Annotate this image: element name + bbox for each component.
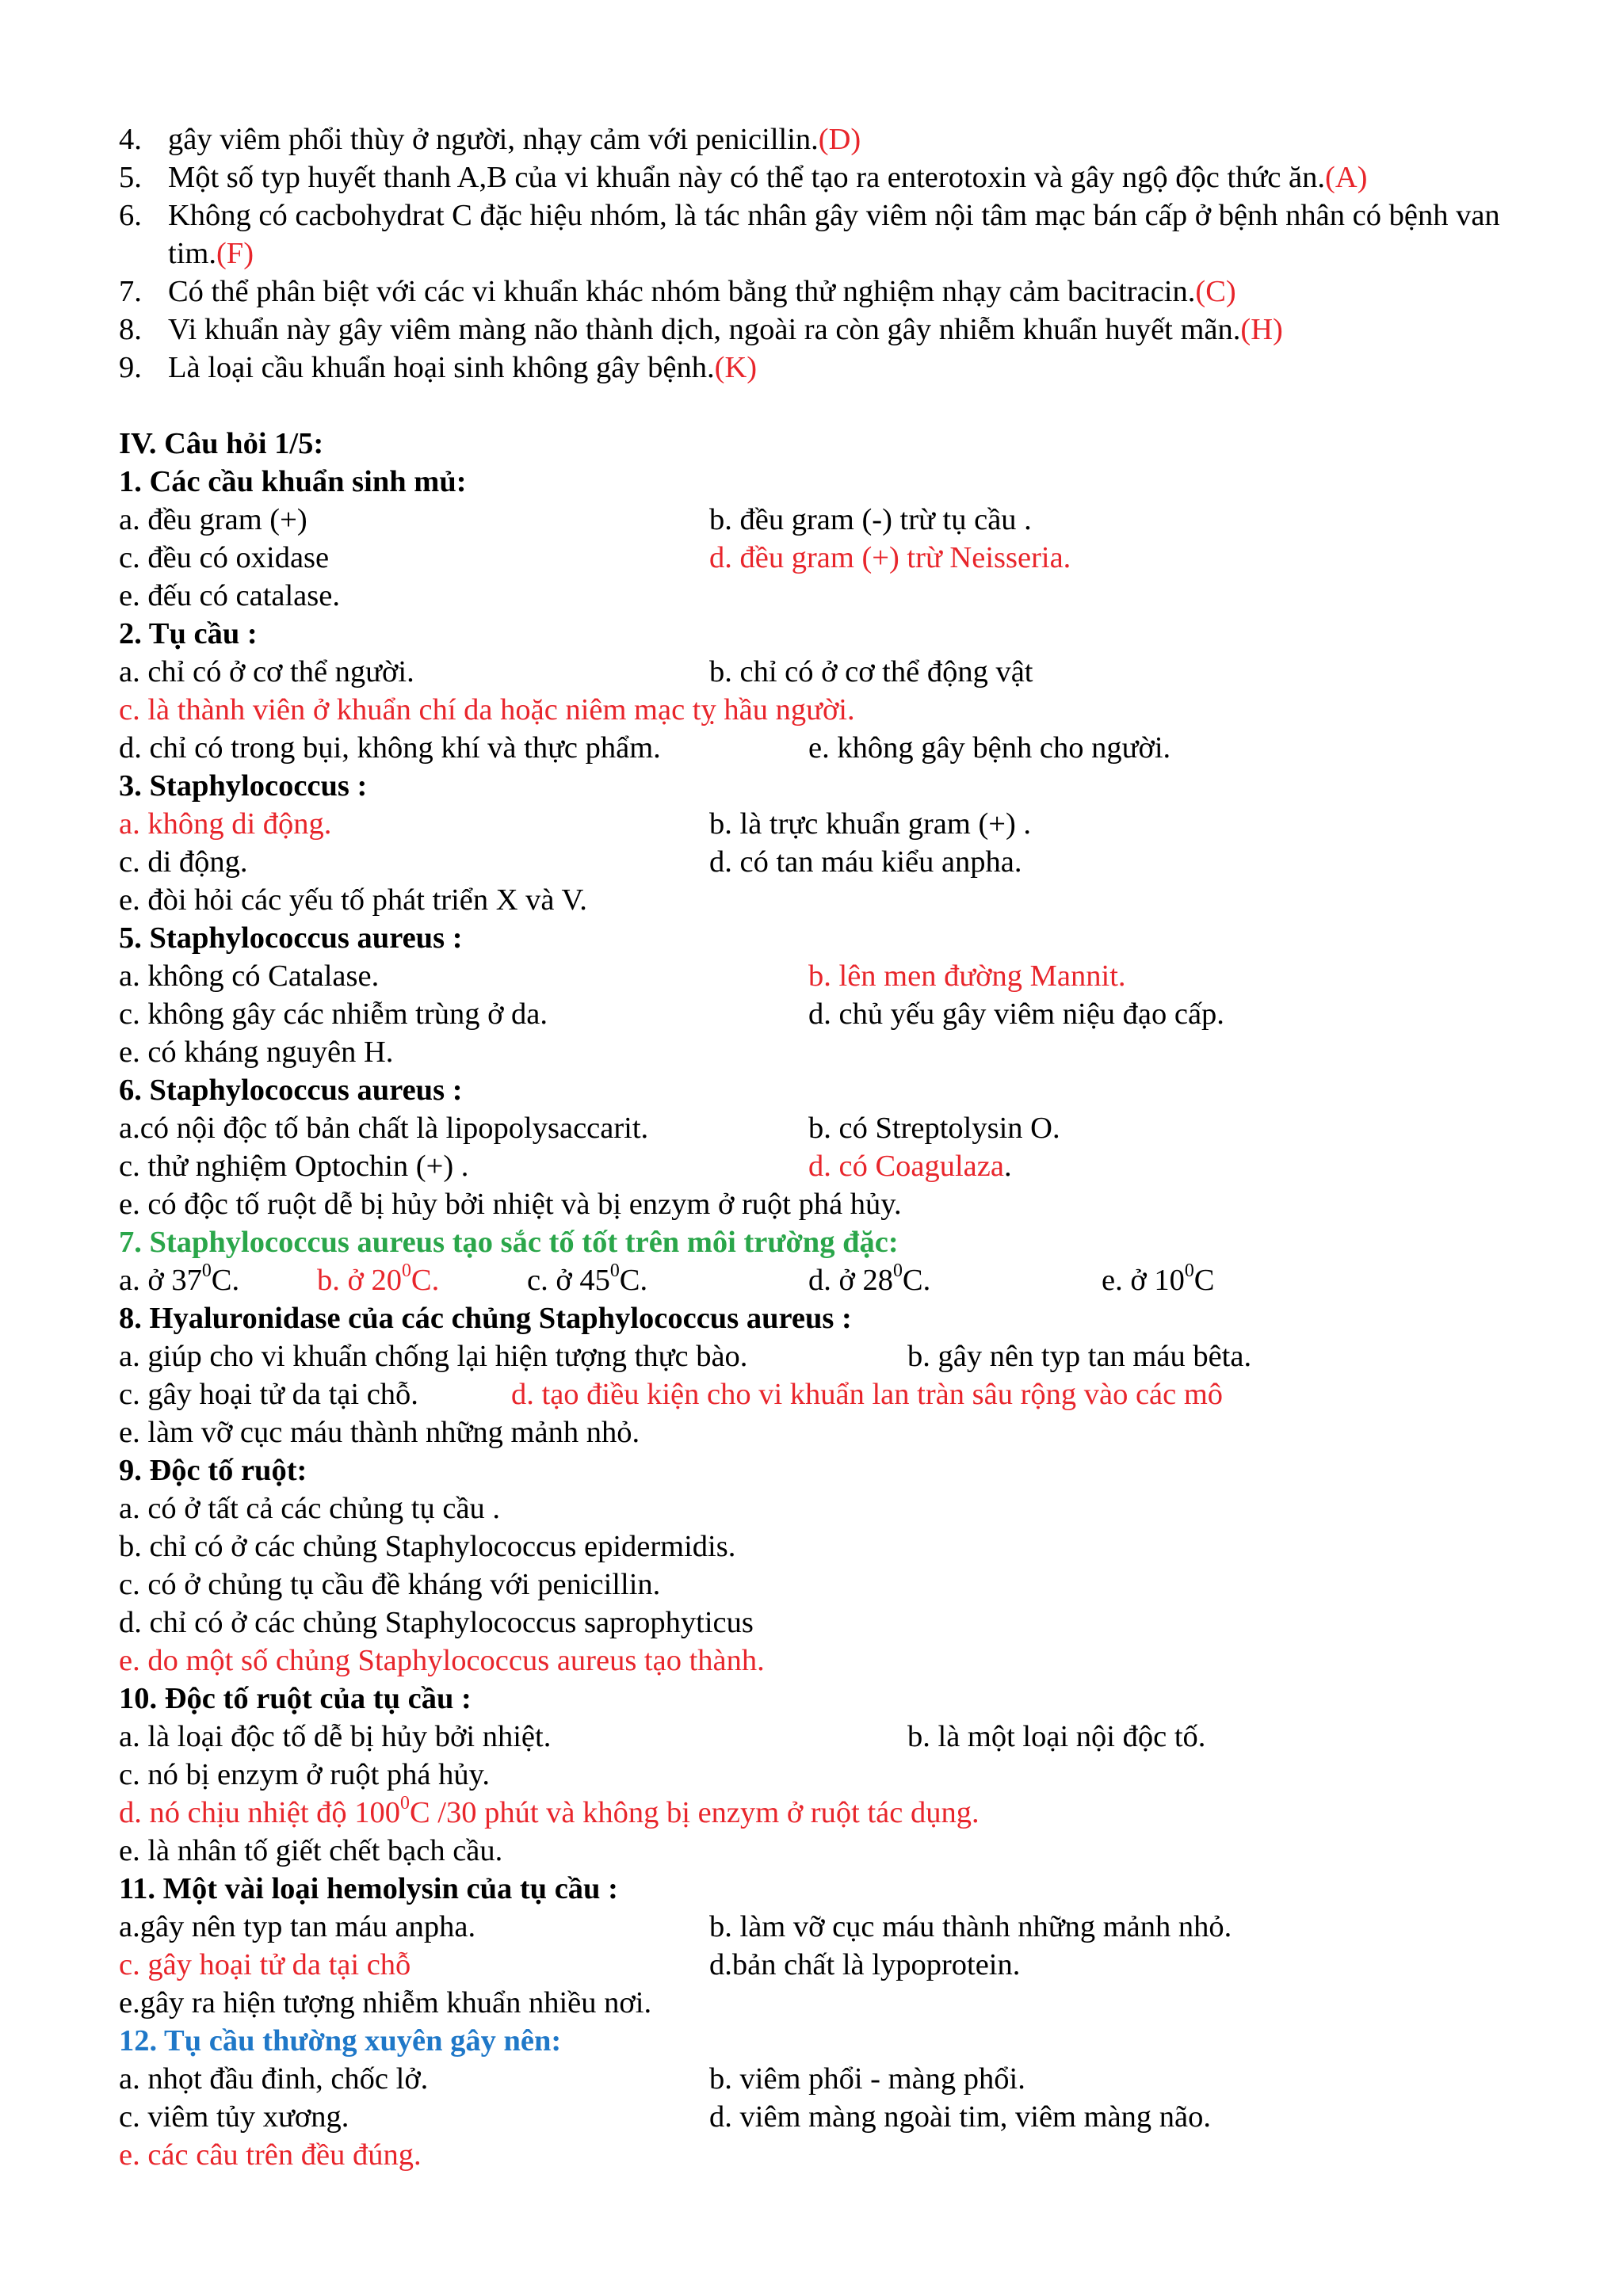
option-c: c. là thành viên ở khuẩn chí da hoặc niêm mạc tỵ hầu người.	[119, 693, 855, 727]
option-d	[808, 1261, 930, 1303]
option-d-text: d. nó chịu nhiệt độ 100	[119, 1796, 401, 1829]
option-c: c. di động.	[119, 845, 248, 879]
item-number: 7.	[119, 275, 142, 308]
option-d: d. chỉ có trong bụi, không khí và thực phẩm.	[119, 731, 661, 765]
option-b: b. đều gram (-) trừ tụ cầu .	[709, 503, 1032, 536]
option-c: c. không gây các nhiễm trùng ở da.	[119, 997, 548, 1031]
answer-row	[119, 1718, 1514, 1756]
item-answer: (C)	[1195, 275, 1236, 308]
answer-row	[119, 729, 1514, 767]
option-e: e.gây ra hiện tượng nhiễm khuẩn nhiều nơi.	[119, 1986, 652, 2019]
question-title: 2. Tụ cầu :	[119, 617, 258, 650]
answer-row	[119, 501, 1514, 539]
option-b: b. viêm phổi - màng phổi.	[709, 2062, 1025, 2096]
option-c: c. có ở chủng tụ cầu đề kháng với penicillin.	[119, 1568, 661, 1601]
option-e: e. đếu có catalase.	[119, 579, 340, 612]
option-d-wrap	[808, 1147, 1012, 1185]
list-item	[119, 311, 1514, 349]
option-e-unit: C	[1193, 1264, 1215, 1297]
option-d-period: .	[1003, 1150, 1012, 1183]
answer-row	[119, 1147, 1514, 1185]
option-e: e. là nhân tố giết chết bạch cầu.	[119, 1834, 503, 1867]
option-e: e. đòi hỏi các yếu tố phát triển X và V.	[119, 883, 587, 917]
item-number: 8.	[119, 313, 142, 346]
degree-sup: 0	[401, 1261, 411, 1282]
item-text: Vi khuẩn này gây viêm màng não thành dịch, ngoài ra còn gây nhiễm khuẩn huyết mãn.	[168, 313, 1241, 346]
option-a: a. có ở tất cả các chủng tụ cầu .	[119, 1492, 501, 1525]
option-e: e. làm vỡ cục máu thành những mảnh nhỏ.	[119, 1416, 640, 1449]
degree-sup: 0	[400, 1793, 410, 1814]
option-c: c. thử nghiệm Optochin (+) .	[119, 1150, 469, 1183]
item-number: 4.	[119, 123, 142, 156]
option-d: d. viêm màng ngoài tim, viêm màng não.	[709, 2100, 1211, 2134]
item-answer: (H)	[1240, 313, 1283, 346]
option-b: b. lên men đường Mannit.	[808, 959, 1126, 993]
option-d-rest: C /30 phút và không bị enzym ở ruột tác dụng.	[409, 1796, 980, 1829]
answer-row	[119, 2098, 1514, 2136]
option-e: e. có kháng nguyên H.	[119, 1035, 394, 1069]
option-a: a. không có Catalase.	[119, 959, 380, 993]
degree-sup: 0	[201, 1261, 212, 1282]
list-item	[119, 273, 1514, 311]
answer-row	[119, 995, 1514, 1033]
option-d: d. đều gram (+) trừ Neisseria.	[709, 541, 1071, 574]
degree-sup: 0	[1184, 1261, 1194, 1282]
option-b: b. là trực khuẩn gram (+) .	[709, 807, 1032, 841]
option-a: a. đều gram (+)	[119, 503, 307, 536]
option-b: b. có Streptolysin O.	[808, 1112, 1060, 1145]
option-c	[527, 1261, 647, 1303]
item-answer: (A)	[1325, 161, 1368, 194]
answer-row	[119, 2060, 1514, 2098]
question-title: 11. Một vài loại hemolysin của tụ cầu :	[119, 1872, 618, 1905]
document-page	[119, 120, 1514, 2174]
item-answer: (K)	[714, 351, 758, 384]
option-e: e. các câu trên đều đúng.	[119, 2138, 422, 2172]
option-d: d. tạo điều kiện cho vi khuẩn lan tràn sâu rộng vào các mô	[511, 1378, 1224, 1411]
option-a: a.có nội độc tố bản chất là lipopolysaccarit.	[119, 1112, 649, 1145]
answer-row	[119, 843, 1514, 881]
item-number: 9.	[119, 351, 142, 384]
option-d: d. có Coagulaza	[808, 1150, 1004, 1183]
option-c: c. gây hoại tử da tại chỗ.	[119, 1378, 418, 1411]
option-d: d.bản chất là lypoprotein.	[709, 1948, 1021, 1981]
degree-sup: 0	[892, 1261, 903, 1282]
question-title: 3. Staphylococcus :	[119, 769, 368, 803]
option-d-unit: C.	[902, 1264, 931, 1297]
option-c: c. đều có oxidase	[119, 541, 330, 574]
item-text: Là loại cầu khuẩn hoại sinh không gây bệnh.	[168, 351, 715, 384]
option-b: b. gây nên typ tan máu bêta.	[907, 1340, 1252, 1373]
option-a: a. giúp cho vi khuẩn chống lại hiện tượng thực bào.	[119, 1340, 748, 1373]
option-e	[1102, 1261, 1214, 1303]
option-d	[119, 1794, 1514, 1832]
option-b: b. là một loại nội độc tố.	[907, 1720, 1206, 1753]
option-e: e. không gây bệnh cho người.	[808, 731, 1171, 765]
question-title: 1. Các cầu khuẩn sinh mủ:	[119, 465, 467, 498]
answer-row	[119, 539, 1514, 577]
option-e-text: e. ở 10	[1102, 1264, 1185, 1297]
option-b	[317, 1261, 439, 1303]
answer-row	[119, 805, 1514, 843]
degree-sup: 0	[609, 1261, 620, 1282]
option-b-unit: C.	[411, 1264, 440, 1297]
item-number: 5.	[119, 161, 142, 194]
option-d-text: d. ở 28	[808, 1264, 893, 1297]
spacer	[119, 387, 1514, 425]
section-title: IV. Câu hỏi 1/5:	[119, 427, 324, 460]
answer-row	[119, 653, 1514, 691]
answer-row	[119, 1946, 1514, 1984]
option-a: a.gây nên typ tan máu anpha.	[119, 1910, 476, 1943]
item-answer: (F)	[216, 237, 254, 270]
option-d: d. chỉ có ở các chủng Staphylococcus saprophyticus	[119, 1606, 754, 1639]
option-a: a. không di động.	[119, 807, 332, 841]
option-b: b. chỉ có ở cơ thể động vật	[709, 655, 1033, 688]
option-c: c. viêm tủy xương.	[119, 2100, 349, 2134]
option-a-text: a. ở 37	[119, 1264, 202, 1297]
list-item	[119, 120, 1514, 158]
option-b-text: b. ở 20	[317, 1264, 402, 1297]
question-title: 10. Độc tố ruột của tụ cầu :	[119, 1682, 472, 1715]
answer-row	[119, 957, 1514, 995]
item-answer: (D)	[818, 123, 861, 156]
option-e: e. do một số chủng Staphylococcus aureus tạo thành.	[119, 1644, 765, 1677]
question-title: 7. Staphylococcus aureus tạo sắc tố tốt trên môi trường đặc:	[119, 1226, 899, 1259]
option-a-unit: C.	[211, 1264, 240, 1297]
option-a	[119, 1261, 239, 1303]
answer-row	[119, 1109, 1514, 1147]
question-title: 5. Staphylococcus aureus :	[119, 921, 463, 955]
question-title: 8. Hyaluronidase của các chủng Staphylococcus aureus :	[119, 1302, 852, 1335]
question-title: 12. Tụ cầu thường xuyên gây nên:	[119, 2024, 562, 2058]
item-text: Một số typ huyết thanh A,B của vi khuẩn này có thể tạo ra enterotoxin và gây ngộ độc thức ăn.	[168, 161, 1325, 194]
option-b: b. chỉ có ở các chủng Staphylococcus epidermidis.	[119, 1530, 736, 1563]
question-title: 6. Staphylococcus aureus :	[119, 1074, 463, 1107]
option-a: a. là loại độc tố dễ bị hủy bởi nhiệt.	[119, 1720, 552, 1753]
option-d: d. chủ yếu gây viêm niệu đạo cấp.	[808, 997, 1224, 1031]
item-text: gây viêm phổi thùy ở người, nhạy cảm với penicillin.	[168, 123, 819, 156]
option-c: c. nó bị enzym ở ruột phá hủy.	[119, 1758, 490, 1791]
answer-row	[119, 1337, 1514, 1375]
option-b: b. làm vỡ cục máu thành những mảnh nhỏ.	[709, 1910, 1232, 1943]
answer-row	[119, 1261, 1514, 1299]
answer-row	[119, 1375, 1514, 1413]
option-c-text: c. ở 45	[527, 1264, 610, 1297]
list-item	[119, 158, 1514, 196]
list-item	[119, 196, 1514, 273]
question-title: 9. Độc tố ruột:	[119, 1454, 307, 1487]
item-text: Không có cacbohydrat C đặc hiệu nhóm, là tác nhân gây viêm nội tâm mạc bán cấp ở bệnh nhân có bệnh van tim.	[168, 199, 1500, 270]
option-c: c. gây hoại tử da tại chỗ	[119, 1948, 411, 1981]
answer-row	[119, 1908, 1514, 1946]
list-item	[119, 349, 1514, 387]
item-number: 6.	[119, 199, 142, 232]
option-e: e. có độc tố ruột dễ bị hủy bởi nhiệt và bị enzym ở ruột phá hủy.	[119, 1188, 902, 1221]
option-c-unit: C.	[619, 1264, 648, 1297]
option-a: a. nhọt đầu đinh, chốc lở.	[119, 2062, 429, 2096]
item-text: Có thể phân biệt với các vi khuẩn khác nhóm bằng thử nghiệm nhạy cảm bacitracin.	[168, 275, 1196, 308]
option-a: a. chỉ có ở cơ thể người.	[119, 655, 414, 688]
option-d: d. có tan máu kiểu anpha.	[709, 845, 1022, 879]
